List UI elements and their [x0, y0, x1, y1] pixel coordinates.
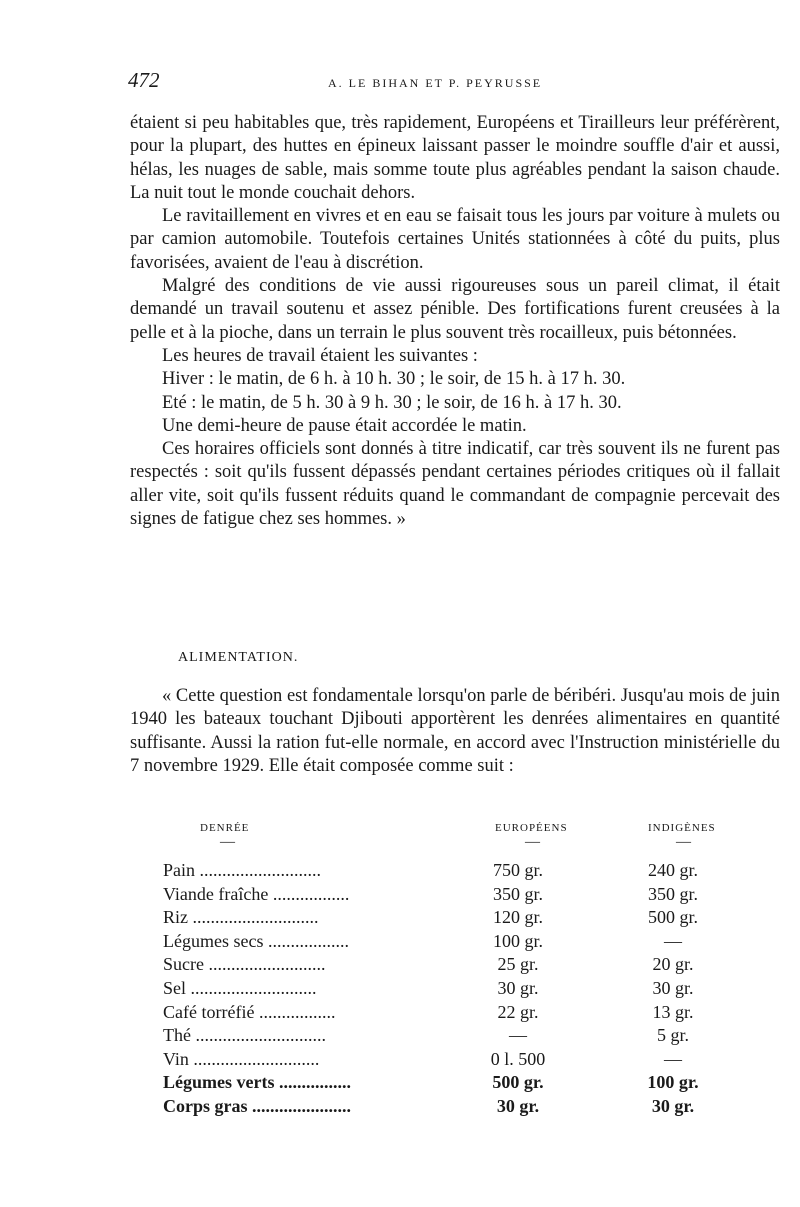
row-label: Sel ............................	[163, 977, 317, 998]
indigenes-value: 5 gr.	[656, 1025, 689, 1046]
row-label: Sucre ..........................	[163, 954, 326, 975]
row-label: Thé .............................	[163, 1025, 326, 1046]
table-row	[163, 860, 753, 884]
table-row	[163, 884, 753, 908]
europeens-value: —	[509, 1025, 527, 1046]
running-head: A. LE BIHAN ET P. PEYRUSSE	[328, 76, 543, 90]
paragraph: « Cette question est fondamentale lorsqu'on parle de béribéri. Jusqu'au mois de juin 1940 les bateaux touchant Djibouti apportèrent les denrées alimentaires en quantité suffisante. Aussi la ration fut-elle normale, en accord avec l'Instruction ministérielle du 7 novembre 1929. Elle était composée comme suit :	[130, 686, 780, 776]
indigenes-value: 350 gr.	[647, 883, 698, 904]
row-label: Légumes secs ..................	[163, 930, 349, 951]
indigenes-value: —	[664, 1048, 682, 1069]
table-row	[163, 954, 753, 978]
row-label: Riz ............................	[163, 907, 319, 928]
column-header-item: DENRÉE	[200, 822, 250, 834]
row-label: Pain ...........................	[163, 860, 322, 880]
column-header-indigenes: INDIGÈNES	[648, 822, 716, 834]
indigenes-value: —	[664, 930, 682, 951]
table-row	[163, 1096, 753, 1120]
page-number: 472	[128, 68, 160, 92]
table-row	[163, 1072, 753, 1096]
europeens-value: 30 gr.	[497, 977, 539, 998]
table-row	[163, 931, 753, 955]
row-label: Café torréfié .................	[163, 1001, 336, 1022]
page-header	[128, 68, 783, 98]
europeens-value: 22 gr.	[497, 1001, 539, 1022]
paragraph: Malgré des conditions de vie aussi rigoureuses sous un pareil climat, il était demandé un travail soutenu et assez pénible. Des fortifications furent creusées à la pelle et à la pioche, dans un terrain le plus souvent très rocailleux, puis bétonnées.	[130, 276, 780, 343]
paragraph: Le ravitaillement en vivres et en eau se faisait tous les jours par voiture à mulets ou par camion automobile. Toutefois certaines Unités stationnées à côté du puits, plus favorisées, avaient de l'eau à discrétion.	[130, 206, 780, 273]
table-row	[163, 1002, 753, 1026]
indigenes-value: 13 gr.	[652, 1001, 694, 1022]
body-text	[130, 112, 780, 531]
indigenes-value: 30 gr.	[651, 1095, 695, 1116]
column-header-europeens: EUROPÉENS	[495, 822, 568, 834]
row-label: Vin ............................	[163, 1048, 320, 1069]
europeens-value: 0 l. 500	[490, 1048, 546, 1069]
europeens-value: 500 gr.	[492, 1072, 544, 1093]
paragraph: Les heures de travail étaient les suivantes :	[162, 345, 478, 366]
europeens-value: 120 gr.	[492, 907, 543, 928]
indigenes-value: 240 gr.	[647, 860, 698, 880]
indigenes-value: 20 gr.	[652, 954, 694, 975]
europeens-value: 350 gr.	[492, 883, 543, 904]
ration-table	[163, 860, 753, 1120]
header-dash: —	[676, 834, 691, 850]
table-row	[163, 1049, 753, 1073]
europeens-value: 25 gr.	[497, 954, 539, 975]
table-row	[163, 978, 753, 1002]
row-label: Légumes verts ................	[163, 1072, 351, 1093]
header-dash: —	[525, 834, 540, 850]
paragraph: étaient si peu habitables que, très rapidement, Européens et Tirailleurs leur préférèrent, pour la plupart, des huttes en épineux laissant passer le moindre souffle d'air et aussi, hélas, les nuages de sable, mais somme toute plus agréables pendant la saison chaude. La nuit tout le monde couchait dehors.	[130, 113, 780, 203]
row-label: Viande fraîche .................	[163, 883, 350, 904]
indigenes-value: 500 gr.	[647, 907, 698, 928]
header-dash: —	[220, 834, 235, 850]
work-hours	[130, 345, 780, 438]
indigenes-value: 30 gr.	[652, 977, 694, 998]
europeens-value: 100 gr.	[492, 930, 543, 951]
europeens-value: 750 gr.	[492, 860, 543, 880]
paragraph: Hiver : le matin, de 6 h. à 10 h. 30 ; le soir, de 15 h. à 17 h. 30.	[162, 369, 626, 390]
row-label: Corps gras ......................	[163, 1095, 351, 1116]
section-title: ALIMENTATION.	[178, 650, 299, 665]
table-row	[163, 907, 753, 931]
europeens-value: 30 gr.	[496, 1095, 540, 1116]
paragraph: Ces horaires officiels sont donnés à titre indicatif, car très souvent ils ne furent pas respectés : soit qu'ils fussent dépassés pendant certaines périodes critiques où il fallait aller vite, soit qu'ils fussent réduits quand le commandant de compagnie percevait des signes de fatigue chez ses hommes. »	[130, 439, 780, 530]
section-intro	[130, 685, 780, 778]
indigenes-value: 100 gr.	[647, 1072, 699, 1093]
paragraph: Une demi-heure de pause était accordée le matin.	[162, 415, 527, 436]
table-row	[163, 1025, 753, 1049]
paragraph: Eté : le matin, de 5 h. 30 à 9 h. 30 ; le soir, de 16 h. à 17 h. 30.	[162, 392, 622, 413]
